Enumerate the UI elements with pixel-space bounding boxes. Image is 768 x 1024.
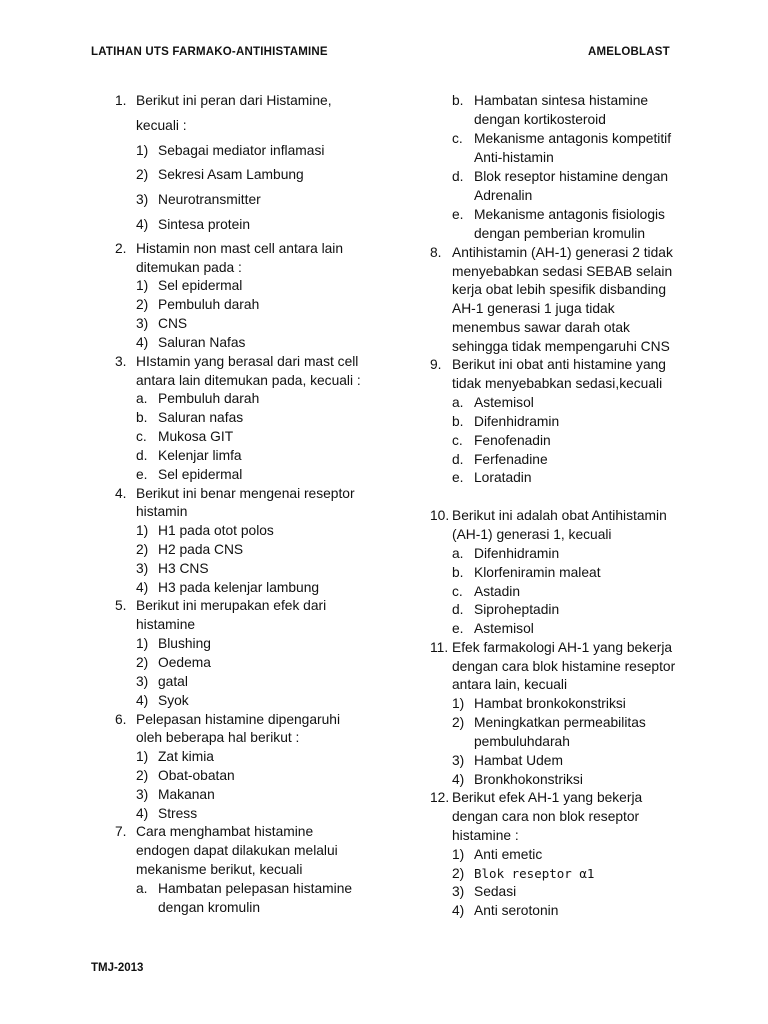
option-marker: d.: [452, 169, 464, 184]
option-text: Saluran nafas: [158, 410, 244, 425]
option-marker: d.: [452, 602, 464, 617]
question-number: 1.: [115, 93, 127, 108]
question-number: 9.: [430, 357, 442, 372]
option-marker: 3): [136, 674, 149, 689]
option-text: Meningkatkan permeabilitas: [474, 715, 646, 730]
option-marker: a.: [452, 395, 464, 410]
question-number: 2.: [115, 241, 127, 256]
option-marker: 3): [136, 316, 149, 331]
option-text: Sedasi: [474, 884, 517, 899]
question-line: kecuali :: [136, 118, 187, 133]
question-number: 4.: [115, 486, 127, 501]
option-text: Anti serotonin: [474, 903, 559, 918]
option-text: Neurotransmitter: [158, 192, 261, 207]
option-marker: b.: [452, 93, 464, 108]
option-marker: 1): [136, 143, 149, 158]
option-text: Sel epidermal: [158, 467, 243, 482]
option-marker: e.: [452, 621, 464, 636]
option-text: Mekanisme antagonis fisiologis: [474, 207, 665, 222]
author-name: AMELOBLAST: [588, 46, 670, 58]
option-marker: 1): [136, 523, 149, 538]
option-text: H3 pada kelenjar lambung: [158, 580, 320, 595]
option-marker: 1): [452, 696, 465, 711]
option-text: Klorfeniramin maleat: [474, 565, 601, 580]
option-marker: c.: [452, 131, 463, 146]
option-marker: 4): [136, 580, 149, 595]
option-text: Stress: [158, 806, 198, 821]
option-text: Sintesa protein: [158, 217, 251, 232]
option-text: Ferfenadine: [474, 452, 548, 467]
option-marker: a.: [136, 881, 148, 896]
question-line: dengan cara blok histamine reseptor: [452, 659, 676, 674]
option-text: dengan kortikosteroid: [474, 112, 606, 127]
option-text: Loratadin: [474, 470, 532, 485]
question-line: ditemukan pada :: [136, 260, 242, 275]
option-text: Hambat Udem: [474, 753, 563, 768]
option-marker: c.: [452, 584, 463, 599]
question-line: mekanisme berikut, kecuali: [136, 862, 303, 877]
option-text: dengan pemberian kromulin: [474, 226, 646, 241]
question-line: dengan cara non blok reseptor: [452, 809, 640, 824]
option-text: Makanan: [158, 787, 215, 802]
question-number: 7.: [115, 824, 127, 839]
option-text: Obat-obatan: [158, 768, 235, 783]
option-marker: 1): [136, 636, 149, 651]
question-line: histamin: [136, 504, 188, 519]
option-text: Astemisol: [474, 621, 534, 636]
question-line: kerja obat lebih spesifik disbanding: [452, 282, 666, 297]
question-line: menembus sawar darah otak: [452, 320, 630, 335]
option-marker: e.: [136, 467, 148, 482]
question-number: 3.: [115, 354, 127, 369]
option-text: Fenofenadin: [474, 433, 551, 448]
option-text: Mekanisme antagonis kompetitif: [474, 131, 672, 146]
option-text: Saluran Nafas: [158, 335, 246, 350]
option-text: CNS: [158, 316, 188, 331]
option-text: H2 pada CNS: [158, 542, 244, 557]
option-marker: e.: [452, 207, 464, 222]
option-text: Astadin: [474, 584, 521, 599]
option-marker: 2): [136, 542, 149, 557]
option-text: H3 CNS: [158, 561, 209, 576]
option-marker: 3): [452, 884, 465, 899]
question-line: Berikut ini obat anti histamine yang: [452, 357, 666, 372]
question-line: tidak menyebabkan sedasi,kecuali: [452, 376, 663, 391]
question-line: HIstamin yang berasal dari mast cell: [136, 354, 359, 369]
option-text: Hambat bronkokonstriksi: [474, 696, 626, 711]
option-marker: a.: [136, 391, 148, 406]
option-text: Zat kimia: [158, 749, 214, 764]
option-marker: 3): [136, 561, 149, 576]
option-marker: 3): [452, 753, 465, 768]
option-marker: 3): [136, 192, 149, 207]
option-text: dengan kromulin: [158, 900, 261, 915]
option-marker: c.: [452, 433, 463, 448]
option-marker: b.: [452, 414, 464, 429]
question-line: menyebabkan sedasi SEBAB selain: [452, 264, 673, 279]
option-text: Anti emetic: [474, 847, 543, 862]
option-text: Hambatan sintesa histamine: [474, 93, 649, 108]
option-text: gatal: [158, 674, 188, 689]
option-text: Difenhidramin: [474, 414, 560, 429]
option-text: Adrenalin: [474, 188, 533, 203]
option-marker: 4): [136, 217, 149, 232]
option-text: Bronkhokonstriksi: [474, 772, 583, 787]
question-number: 8.: [430, 245, 442, 260]
option-marker: 4): [452, 772, 465, 787]
page-footer: TMJ-2013: [91, 962, 144, 974]
question-line: AH-1 generasi 1 juga tidak: [452, 301, 615, 316]
question-line: antara lain, kecuali: [452, 677, 568, 692]
option-text: Blushing: [158, 636, 211, 651]
option-text: Syok: [158, 693, 189, 708]
question-line: Efek farmakologi AH-1 yang bekerja: [452, 640, 673, 655]
question-number: 5.: [115, 598, 127, 613]
question-line: histamine: [136, 617, 196, 632]
option-text: Blok reseptor α1: [474, 866, 595, 881]
question-line: Pelepasan histamine dipengaruhi: [136, 712, 341, 727]
question-number: 12.: [430, 790, 450, 805]
question-line: sehingga tidak mempengaruhi CNS: [452, 339, 670, 354]
option-marker: 1): [136, 278, 149, 293]
option-text: H1 pada otot polos: [158, 523, 274, 538]
question-line: antara lain ditemukan pada, kecuali :: [136, 373, 361, 388]
option-marker: 2): [136, 167, 149, 182]
question-line: histamine :: [452, 828, 519, 843]
question-line: Berikut ini adalah obat Antihistamin: [452, 508, 667, 523]
question-line: Berikut ini benar mengenai reseptor: [136, 486, 355, 501]
option-text: Hambatan pelepasan histamine: [158, 881, 353, 896]
option-marker: 4): [136, 693, 149, 708]
option-marker: d.: [136, 448, 148, 463]
question-line: Berikut ini merupakan efek dari: [136, 598, 327, 613]
option-marker: 2): [452, 715, 465, 730]
question-line: endogen dapat dilakukan melalui: [136, 843, 338, 858]
option-marker: 2): [136, 655, 149, 670]
question-line: Cara menghambat histamine: [136, 824, 314, 839]
option-marker: 4): [452, 903, 465, 918]
question-line: Histamin non mast cell antara lain: [136, 241, 344, 256]
option-marker: b.: [136, 410, 148, 425]
option-marker: 2): [136, 768, 149, 783]
question-line: Antihistamin (AH-1) generasi 2 tidak: [452, 245, 673, 260]
option-text: Sebagai mediator inflamasi: [158, 143, 325, 158]
option-marker: 3): [136, 787, 149, 802]
option-text: Pembuluh darah: [158, 297, 260, 312]
option-text: Sel epidermal: [158, 278, 243, 293]
option-marker: 2): [136, 297, 149, 312]
option-text: Astemisol: [474, 395, 534, 410]
option-text: Difenhidramin: [474, 546, 560, 561]
question-line: Berikut efek AH-1 yang bekerja: [452, 790, 643, 805]
option-text: Mukosa GIT: [158, 429, 234, 444]
option-marker: 4): [136, 335, 149, 350]
question-line: (AH-1) generasi 1, kecuali: [452, 527, 612, 542]
option-text: Sekresi Asam Lambung: [158, 167, 304, 182]
option-marker: e.: [452, 470, 464, 485]
option-text: Siproheptadin: [474, 602, 560, 617]
question-line: oleh beberapa hal berikut :: [136, 730, 300, 745]
option-text: Oedema: [158, 655, 211, 670]
option-marker: b.: [452, 565, 464, 580]
option-marker: c.: [136, 429, 147, 444]
option-marker: 2): [452, 866, 465, 881]
option-text: Kelenjar limfa: [158, 448, 242, 463]
option-marker: 1): [452, 847, 465, 862]
option-text: pembuluhdarah: [474, 734, 570, 749]
question-number: 11.: [430, 640, 449, 655]
option-marker: d.: [452, 452, 464, 467]
option-marker: a.: [452, 546, 464, 561]
document-title: LATIHAN UTS FARMAKO-ANTIHISTAMINE: [91, 46, 328, 58]
option-text: Blok reseptor histamine dengan: [474, 169, 669, 184]
question-line: Berikut ini peran dari Histamine,: [136, 93, 332, 108]
option-text: Anti-histamin: [474, 150, 554, 165]
question-number: 6.: [115, 712, 127, 727]
option-text: Pembuluh darah: [158, 391, 260, 406]
question-number: 10.: [430, 508, 450, 523]
option-marker: 4): [136, 806, 149, 821]
option-marker: 1): [136, 749, 149, 764]
